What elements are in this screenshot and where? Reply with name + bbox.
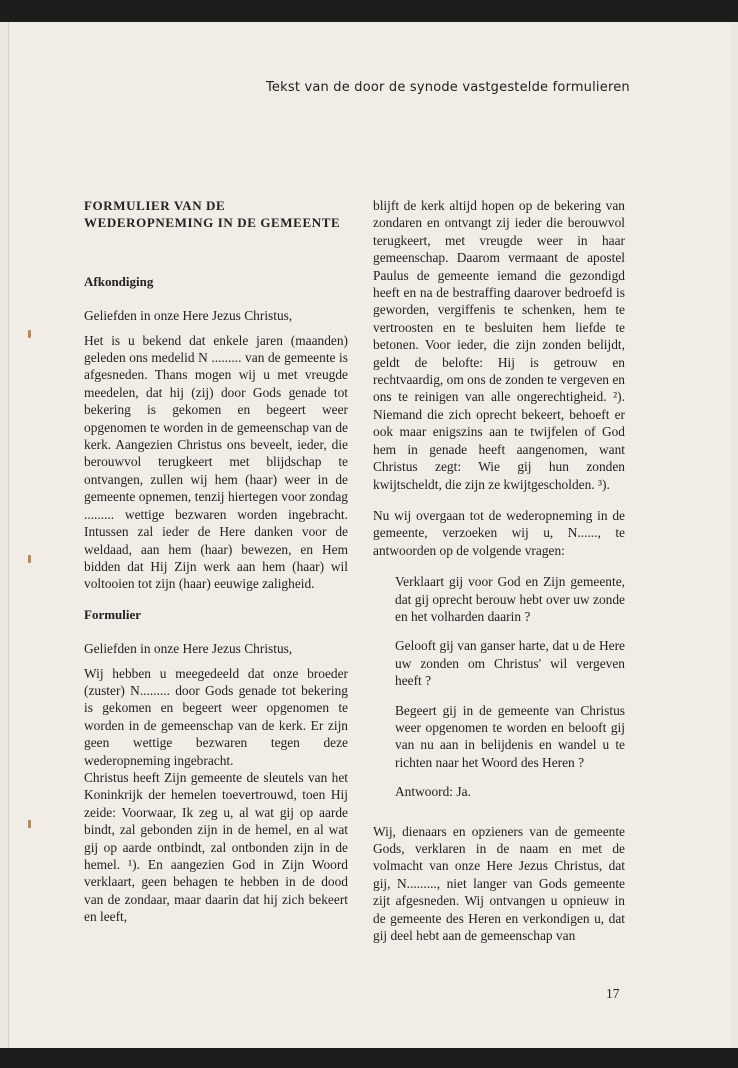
salutation: Geliefden in onze Here Jezus Christus, (84, 308, 293, 324)
body-paragraph: blijft de kerk altijd hopen op de bekering van zondaren en ontvangt zij ieder die berouwvol terugkeert, met vreugde weer in haar gemeenschap. Daarom vermaant de apostel Paulus de gemeente iemand die gezondigd heeft en na de bestraffing daarover bedroefd is geworden, vergiffenis te schenken, hem te vertroosten en te besluiten hem liefde te betonen. Voor ieder, die zijn zonden belijdt, geldt de belofte: Hij is getrouw en rechtvaardig, om ons de zonden te vergeven en ons te reinigen van alle ongerechtigheid. ²). Niemand die zich oprecht bekeert, behoeft er ook maar enigszins aan te twijfelen of God hem in genade heeft aangenomen, want Christus zegt: Wie gij hun zonden kwijtscheldt, die zijn ze kwijtgescholden. ³). (373, 198, 625, 492)
binding-mark (28, 330, 31, 338)
binding-mark (28, 555, 31, 563)
answer: Antwoord: Ja. (395, 784, 471, 800)
left-column (84, 197, 348, 926)
scan-bottom-border (0, 1048, 738, 1068)
document-title: FORMULIER VAN DE WEDEROPNEMING IN DE GEMEENTE (84, 198, 341, 231)
question-3: Begeert gij in de gemeente van Christus weer opgenomen te worden en belooft gij van nu aan in belijdenis en wandel u te richten naar het Woord des Heren ? (395, 702, 625, 770)
right-column (373, 197, 625, 944)
body-paragraph: Christus heeft Zijn gemeente de sleutels van het Koninkrijk der hemelen toevertrouwd, toen Hij zeide: Voorwaar, Ik zeg u, al wat gij op aarde bindt, zal gebonden zijn in de hemel, en al wat gij op aarde ontbindt, zal ontbonden zijn in de hemel. ¹). En aangezien God in Zijn Woord verklaart, geen behagen te hebben in de dood van de zondaar, maar daarin dat hij zich bekeert en leeft, (84, 769, 348, 925)
section-heading-formulier: Formulier (84, 606, 142, 622)
body-paragraph: Wij, dienaars en opzieners van de gemeente Gods, verklaren in de naam en met de volmacht van onze Here Jezus Christus, dat gij, N........., niet langer van Gods gemeente zijt afgesneden. Wij ontvangen u opnieuw in de gemeente des Heren en verkondigen u, dat gij deel hebt aan de gemeenschap van (373, 823, 625, 944)
question-2: Gelooft gij van ganser harte, dat u de Here uw zonden om Christus' wil vergeven heeft ? (395, 638, 625, 689)
running-header: Tekst van de door de synode vastgestelde formulieren (266, 80, 630, 95)
salutation: Geliefden in onze Here Jezus Christus, (84, 641, 293, 657)
announcement-paragraph: Het is u bekend dat enkele jaren (maanden) geleden ons medelid N ......... van de gemeente is afgesneden. Thans mogen wij u met vreugde meedelen, dat hij (zij) door Gods genade tot bekering is gekomen en begeert weer opgenomen te worden in de gemeenschap van de kerk. Aangezien Christus ons beveelt, ieder, die berouwvol terugkeert met blijdschap te ontvangen, zullen wij hem (haar) weer in de gemeente opnemen, tenzij hiertegen voor zondag ......... wettige bezwaren worden ingebracht. Intussen zal ieder de Here danken voor de weldaad, aan hem (haar) bewezen, en Hem bidden dat Hij Zijn werk aan hem (haar) wil voltooien tot zijn (haar) eeuwige zaligheid. (84, 332, 348, 592)
scan-top-border (0, 0, 738, 22)
binding-mark (28, 820, 31, 828)
section-heading-afkondiging: Afkondiging (84, 273, 154, 289)
body-paragraph: Wij hebben u meegedeeld dat onze broeder (zuster) N......... door Gods genade tot bekering is gekomen en begeert weer opgenomen te worden in de gemeenschap van de kerk. Er zijn geen wettige bezwaren tegen deze wederopneming ingebracht. (84, 665, 348, 768)
body-paragraph: Nu wij overgaan tot de wederopneming in de gemeente, verzoeken wij u, N......, te antwoorden op de volgende vragen: (373, 507, 625, 558)
page-number: 17 (606, 986, 620, 1001)
question-1: Verklaart gij voor God en Zijn gemeente, dat gij oprecht berouw hebt over uw zonde en het volharden daarin ? (395, 574, 625, 624)
